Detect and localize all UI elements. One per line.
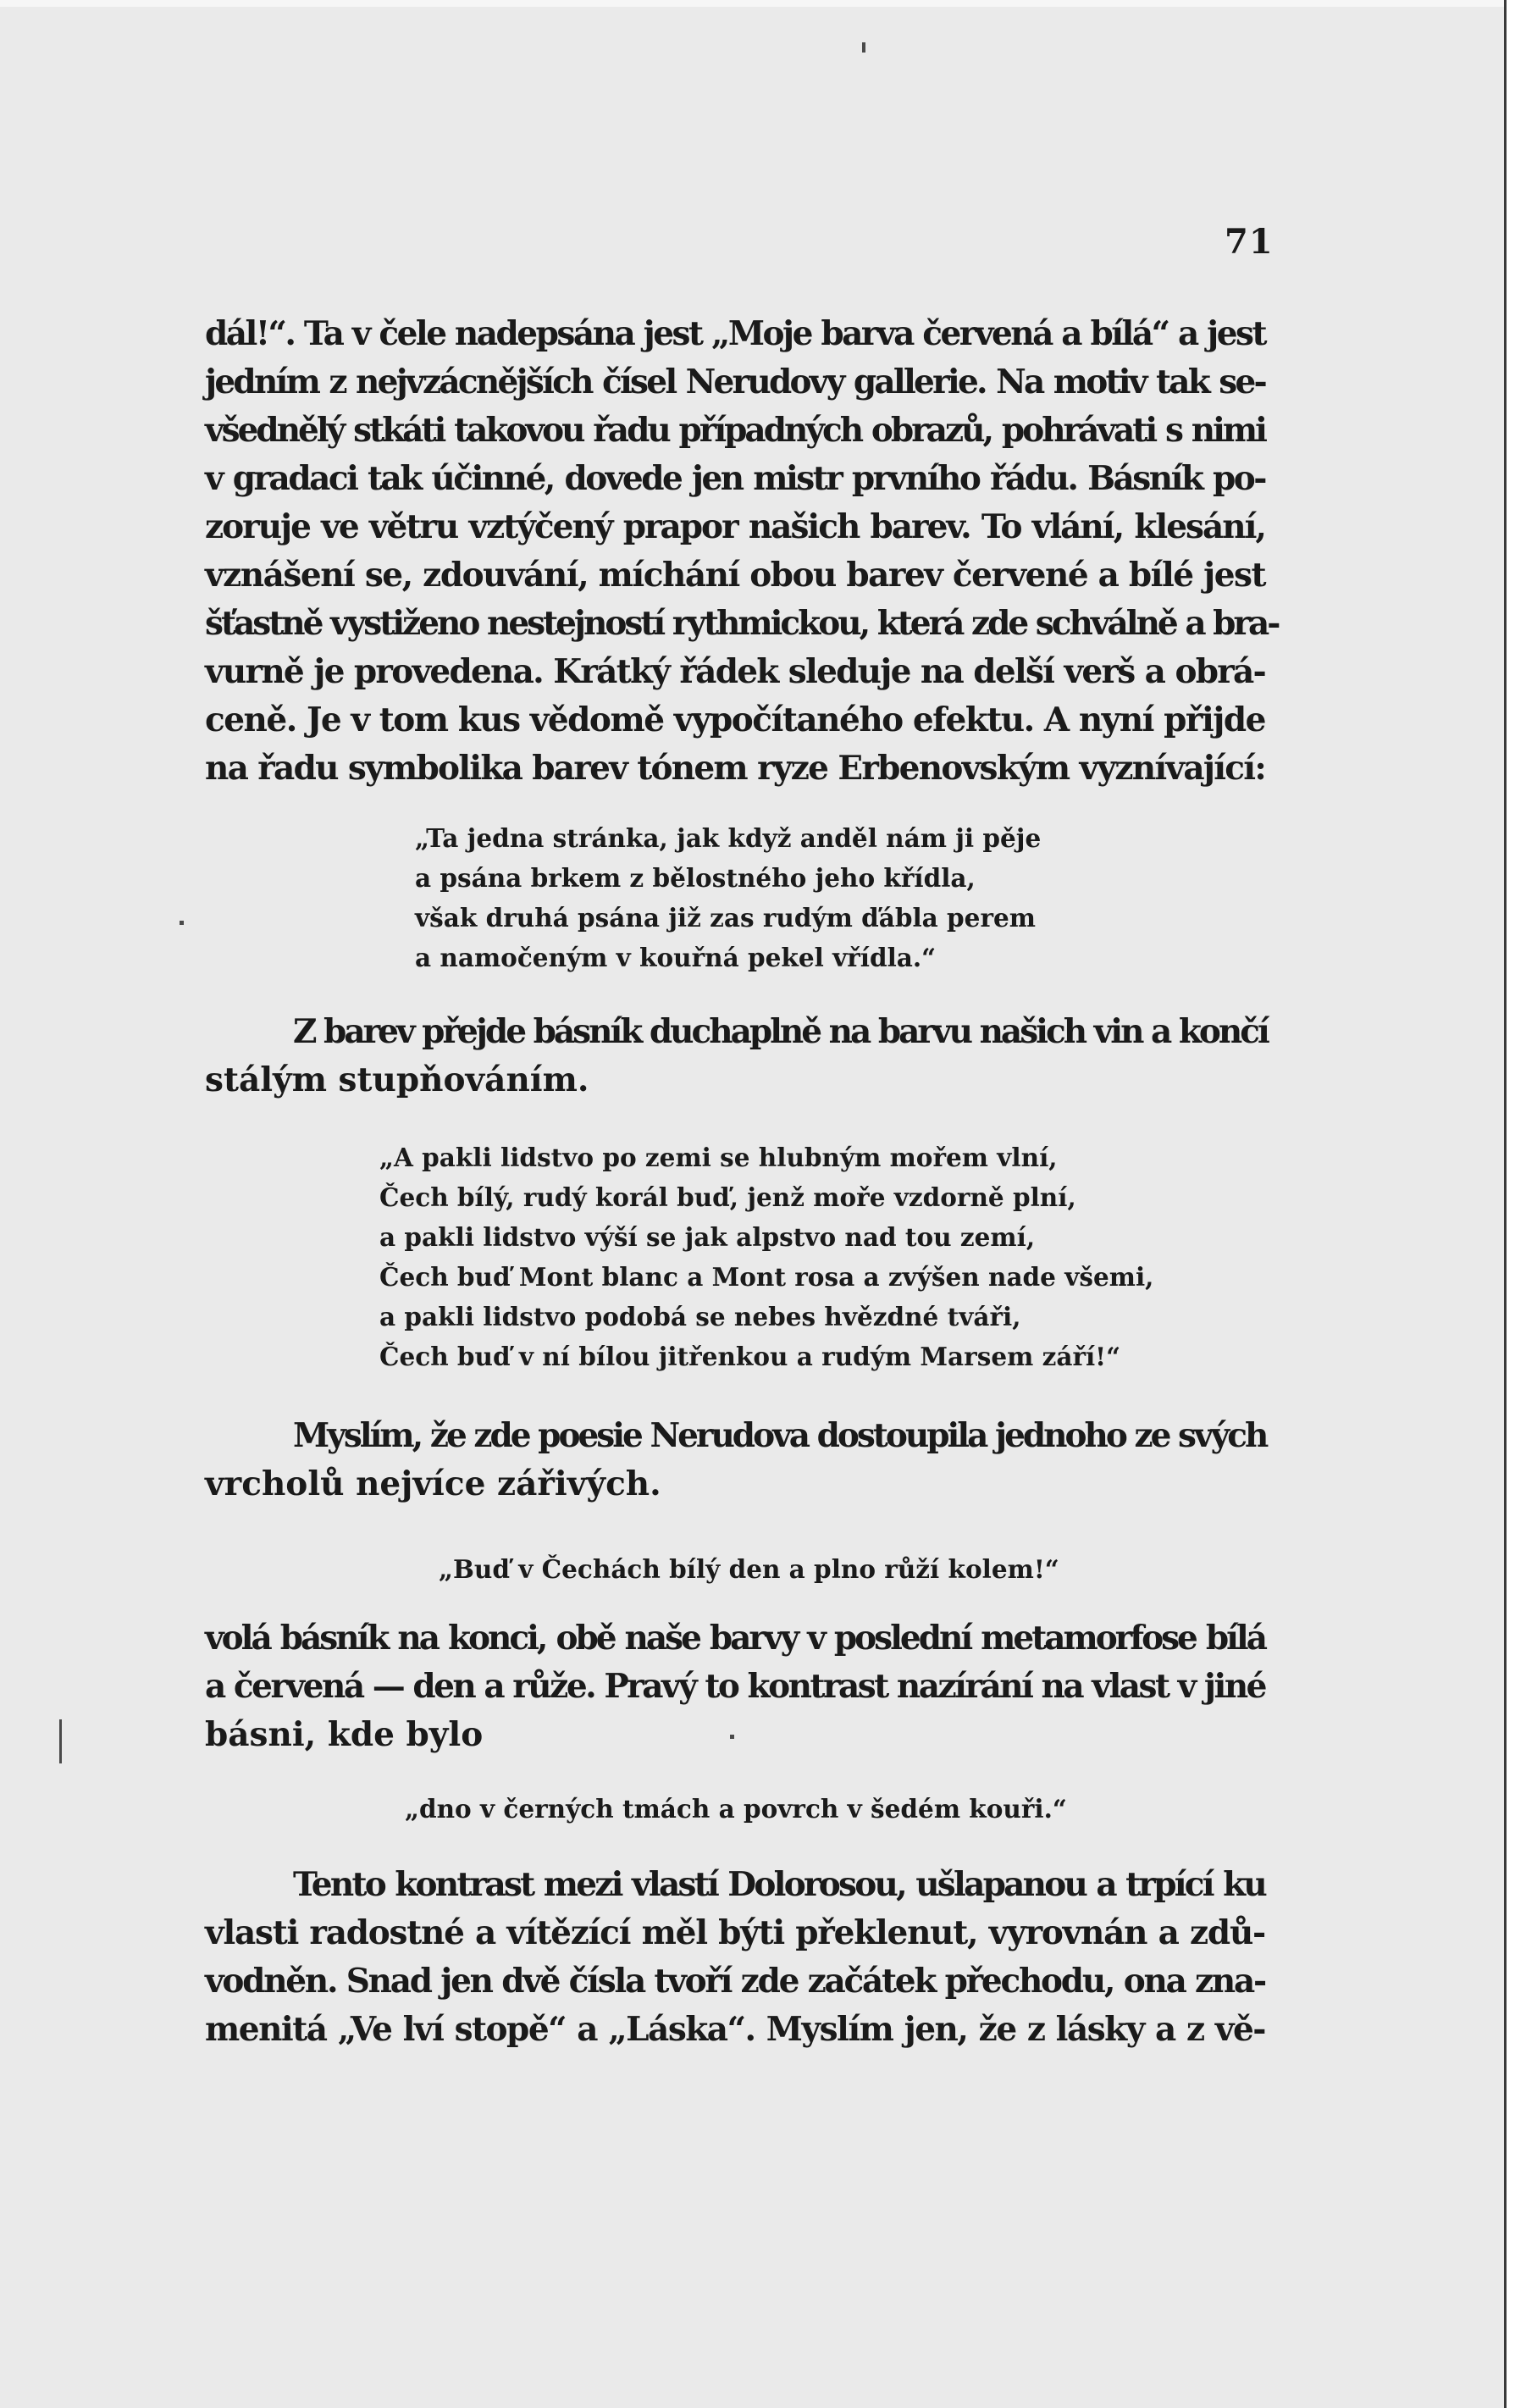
scan-top-edge: [0, 0, 1504, 7]
text-line: jedním z nejvzácnějších čísel Nerudovy gallerie. Na motiv tak se-: [205, 363, 1265, 401]
paragraph-1: [205, 310, 1279, 793]
verse-line: „A pakli lidstvo po zemi se hlubným mořem vlní,: [379, 1143, 1058, 1172]
text-line: vodněn. Snad jen dvě čísla tvoří zde začátek přechodu, ona zna-: [205, 1962, 1265, 2001]
verse-line: Čech buď Mont blanc a Mont rosa a zvýšen nade všemi,: [379, 1262, 1154, 1292]
text-line: zoruje ve větru vztýčený prapor našich barev. To vlání, klesání,: [205, 507, 1265, 546]
scan-speck: [180, 921, 184, 925]
text-line: dál!“. Ta v čele nadepsána jest „Moje barva červená a bílá“ a jest: [205, 314, 1265, 353]
text-line: šťastně vystiženo nestejností rythmickou, která zde schválně a bra-: [205, 604, 1279, 643]
verse-quote-4: [405, 1789, 1067, 1829]
verse-quote-1: [415, 818, 1041, 977]
text-line: ceně. Je v tom kus vědomě vypočítaného efektu. A nyní přijde: [205, 700, 1265, 739]
paragraph-5: [205, 1861, 1265, 2054]
verse-quote-3: [439, 1549, 1059, 1589]
verse-line: a pakli lidstvo podobá se nebes hvězdné tváři,: [379, 1302, 1021, 1331]
text-line: menitá „Ve lví stopě“ a „Láska“. Myslím jen, že z lásky a z vě-: [205, 2010, 1265, 2049]
verse-line: „Buď v Čechách bílý den a plno růží kolem!“: [439, 1554, 1059, 1584]
text-line: vurně je provedena. Krátký řádek sleduje na delší verš a obrá-: [205, 652, 1265, 691]
verse-line: Čech buď v ní bílou jitřenkou a rudým Marsem září!“: [379, 1342, 1121, 1371]
verse-quote-2: [379, 1138, 1153, 1376]
paragraph-3: [205, 1412, 1265, 1508]
scan-speck: [862, 42, 865, 53]
text-line: volá básník na konci, obě naše barvy v poslední metamorfose bílá: [205, 1619, 1265, 1658]
text-line: Myslím, že zde poesie Nerudova dostoupila jednoho ze svých: [293, 1416, 1267, 1455]
text-line: a červená — den a růže. Pravý to kontrast nazírání na vlast v jiné: [205, 1667, 1265, 1706]
scan-speck: [59, 1719, 62, 1763]
text-line: všednělý stkáti takovou řadu případných obrazů, pohrávati s nimi: [205, 411, 1265, 450]
verse-line: a namočeným v kouřná pekel vřídla.“: [415, 943, 937, 972]
text-line: v gradaci tak účinné, dovede jen mistr prvního řádu. Básník po-: [205, 459, 1265, 498]
verse-line: však druhá psána již zas rudým ďábla perem: [415, 903, 1036, 933]
verse-line: „dno v černých tmách a povrch v šedém kouři.“: [405, 1794, 1067, 1824]
verse-line: Čech bílý, rudý korál buď, jenž moře vzdorně plní,: [379, 1182, 1076, 1212]
text-line: vlasti radostné a vítězící měl býti překlenut, vyrovnán a zdů-: [205, 1913, 1265, 1952]
text-line: vznášení se, zdouvání, míchání obou barev červené a bílé jest: [205, 556, 1265, 595]
verse-line: a pakli lidstvo výší se jak alpstvo nad tou zemí,: [379, 1222, 1036, 1252]
text-line: vrcholů nejvíce zářivých.: [205, 1464, 661, 1503]
text-line: stálým stupňováním.: [205, 1060, 589, 1099]
text-line: Tento kontrast mezi vlastí Dolorosou, ušlapanou a trpící ku: [293, 1865, 1265, 1904]
verse-line: a psána brkem z bělostného jeho křídla,: [415, 863, 976, 893]
page-number: 71: [1225, 222, 1274, 262]
text-line: básni, kde bylo: [205, 1715, 484, 1754]
text-line: na řadu symbolika barev tónem ryze Erbenovským vyznívající:: [205, 749, 1265, 788]
scan-right-edge: [1504, 0, 1526, 2408]
verse-line: „Ta jedna stránka, jak když anděl nám ji pěje: [415, 823, 1042, 853]
paragraph-2: [205, 1008, 1268, 1104]
paragraph-4: [205, 1614, 1265, 1759]
text-line: Z barev přejde básník duchaplně na barvu našich vin a končí: [293, 1012, 1268, 1051]
